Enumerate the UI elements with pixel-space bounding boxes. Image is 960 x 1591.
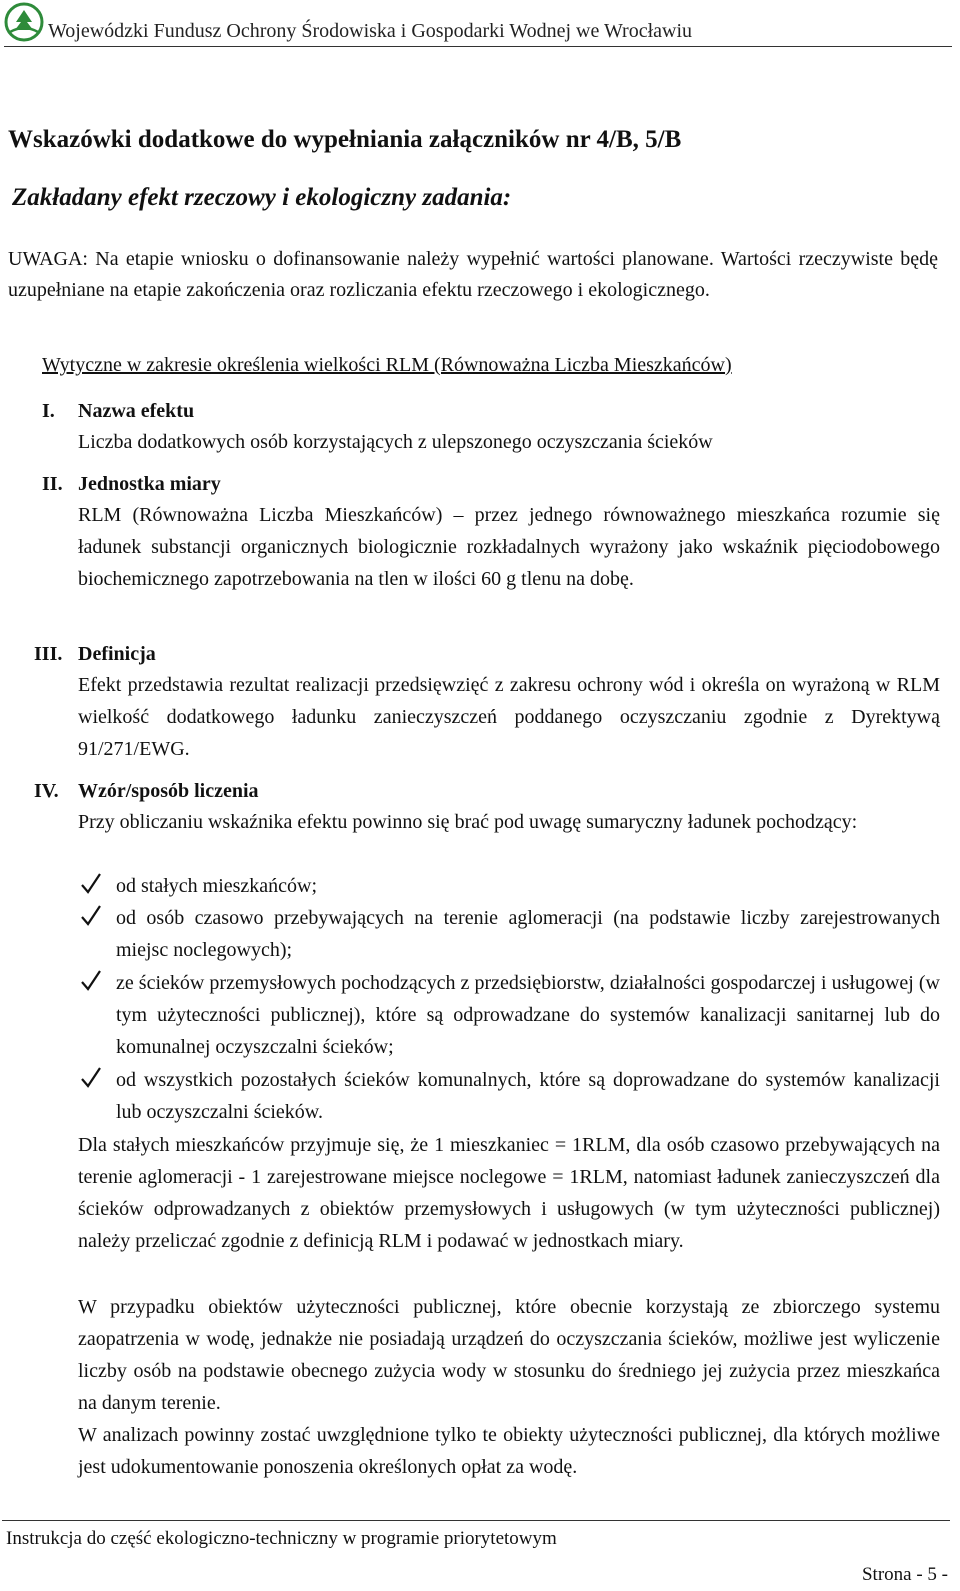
paragraph-public-buildings: W przypadku obiektów użyteczności publicznej, które obecnie korzystają ze zbiorczego systemu zaopatrzenia w wodę, jednakże nie posiadają urządzeń do oczyszczania ścieków, możliwe jest wyliczenie liczby osób na podstawie obecnego zużycia wody w stosunku do średniego jej zużycia przez mieszkańca na danym terenie. (78, 1296, 940, 1414)
page-header (2, 2, 952, 48)
uwaga-note: UWAGA: Na etapie wniosku o dofinansowanie należy wypełnić wartości planowane. Wartości rzeczywiste będę uzupełniane na etapie zakończenia oraz rozliczania efektu rzeczowego i ekologicznego. (8, 248, 938, 301)
paragraph-analysis-scope: W analizach powinny zostać uwzględnione tylko te obiekty użyteczności publicznej, dla których możliwe jest udokumentowanie ponoszenia określonych opłat za wodę. (78, 1424, 940, 1478)
section-body-3: Efekt przedstawia rezultat realizacji przedsięwzięć z zakresu ochrony wód i określa on wyrażoną w RLM wielkość dodatkowego ładunku zanieczyszczeń poddanego oczyszczaniu zgodnie z Dyrektywą 91/271/EWG. (78, 674, 940, 760)
section-intro-4: Przy obliczaniu wskaźnika efektu powinno się brać pod uwagę sumaryczny ładunek pochodzący: (78, 811, 858, 833)
section-number: IV. (34, 780, 59, 802)
list-item-text: od wszystkich pozostałych ścieków komunalnych, które są doprowadzane do systemów kanalizacji lub oczyszczalni ścieków. (116, 1069, 940, 1123)
section-number: III. (34, 643, 63, 665)
page-number: Strona - 5 - (861, 1564, 948, 1585)
section-title: Definicja (78, 643, 156, 665)
paragraph-rlm-conversion: Dla stałych mieszkańców przyjmuje się, że 1 mieszkaniec = 1RLM, dla osób czasowo przebywających na terenie aglomeracji - 1 zarejestrowane miejsce noclegowe = 1RLM, natomiast ładunek zanieczyszczeń dla ścieków odprowadzanych z obiektów przemysłowych i usługowych (w tym użyteczności publicznej) należy przeliczać zgodnie z definicją RLM i podawać w jednostkach miary. (78, 1134, 940, 1252)
checkmark-icon (80, 967, 102, 995)
header-divider (4, 46, 952, 47)
section-body-1: Liczba dodatkowych osób korzystających z ulepszonego oczyszczania ścieków (78, 431, 713, 453)
footer-divider (2, 1520, 950, 1521)
list-item-text: ze ścieków przemysłowych pochodzących z przedsiębiorstw, działalności gospodarczej i usługowej (w tym użyteczności publicznej), które są odprowadzane do systemów kanalizacji sanitarnej lub do komunalnej oczyszczalni ścieków; (116, 972, 940, 1058)
section-title: Jednostka miary (78, 473, 221, 495)
guidelines-heading: Wytyczne w zakresie określenia wielkości RLM (Równoważna Liczba Mieszkańców) (42, 354, 732, 376)
organization-name: Wojewódzki Fundusz Ochrony Środowiska i Gospodarki Wodnej we Wrocławiu (48, 20, 693, 42)
document-title: Wskazówki dodatkowe do wypełniania załączników nr 4/B, 5/B (8, 126, 682, 153)
section-body-2: RLM (Równoważna Liczba Mieszkańców) – przez jednego równoważnego mieszkańca rozumie się ładunek substancji organicznych biologicznie rozkładalnych wyrażony jako wskaźnik pięciodobowego biochemicznego zapotrzebowania na tlen w ilości 60 g tlenu na dobę. (78, 504, 940, 590)
checkmark-icon (80, 902, 102, 930)
checkmark-icon (80, 870, 102, 898)
section-title: Wzór/sposób liczenia (78, 780, 259, 802)
section-heading-1 (42, 400, 194, 423)
section-heading-2 (42, 473, 221, 496)
checkmark-icon (80, 1064, 102, 1092)
fund-logo-icon (4, 2, 44, 42)
list-item (80, 902, 940, 966)
list-item (80, 870, 940, 902)
list-item (80, 967, 940, 1063)
list-item-text: od osób czasowo przebywających na terenie aglomeracji (na podstawie liczby zarejestrowanych miejsc noclegowych); (116, 907, 940, 961)
section-heading-3 (34, 643, 156, 666)
document-subtitle: Zakładany efekt rzeczowy i ekologiczny zadania: (12, 184, 512, 211)
section-number: II. (42, 473, 63, 495)
footer-text: Instrukcja do część ekologiczno-techniczny w programie priorytetowym (6, 1528, 557, 1549)
section-number: I. (42, 400, 55, 422)
section-heading-4 (34, 780, 259, 803)
list-item-text: od stałych mieszkańców; (116, 875, 318, 897)
list-item (80, 1064, 940, 1128)
section-title: Nazwa efektu (78, 400, 195, 422)
